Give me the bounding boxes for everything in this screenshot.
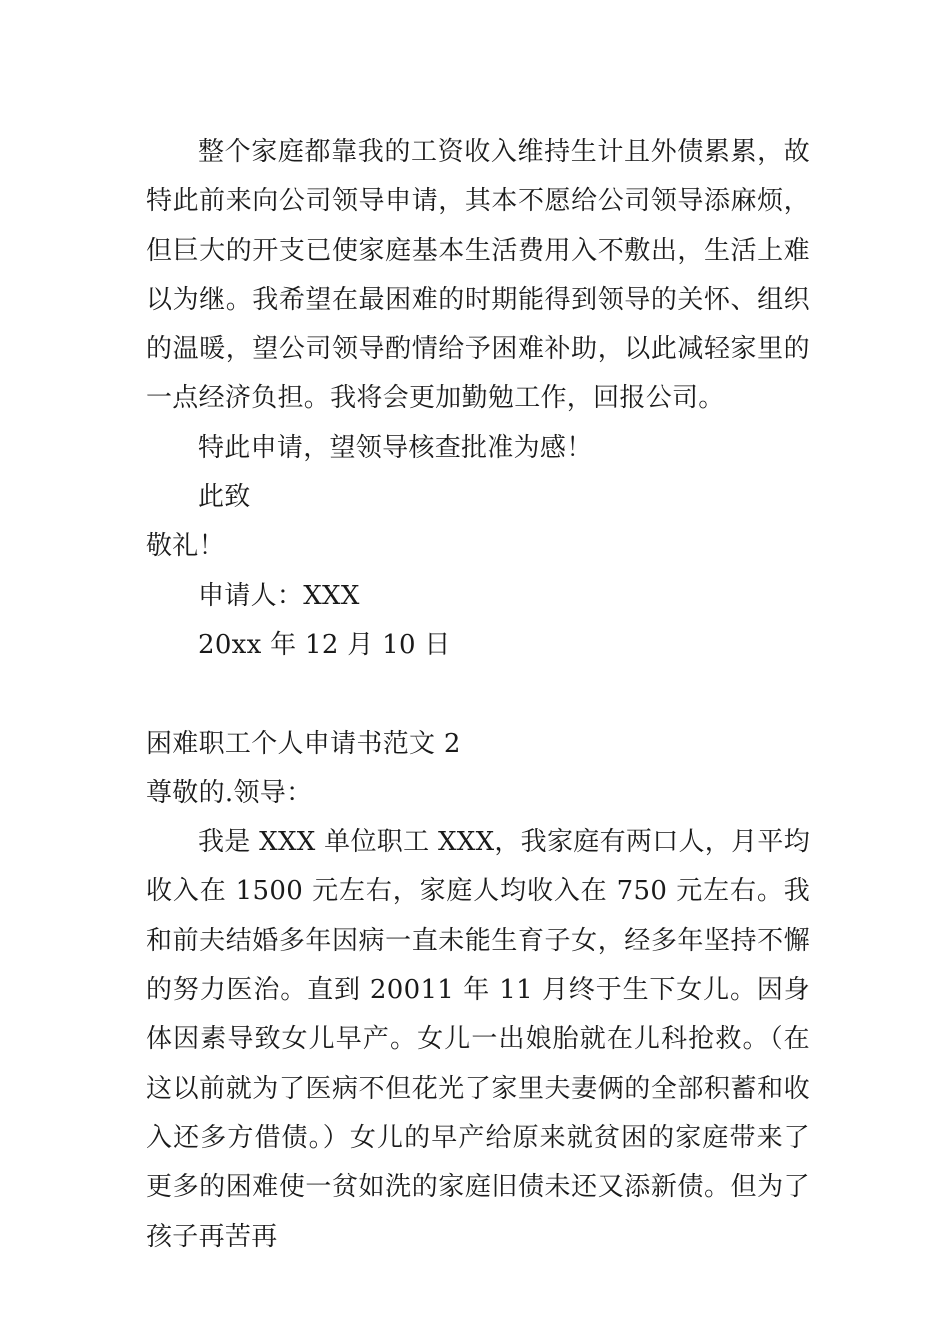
blank-line bbox=[146, 670, 810, 719]
body-paragraph-1: 整个家庭都靠我的工资收入维持生计且外债累累，故特此前来向公司领导申请，其本不愿给公司领导添麻烦，但巨大的开支已使家庭基本生活费用入不敷出，生活上难以为继。我希望在最困难的时期能得到领导的关怀、组织的温暖，望公司领导酌情给予困难补助，以此减轻家里的一点经济负担。我将会更加勤勉工作，回报公司。 bbox=[146, 137, 810, 414]
date-line: 20xx 年 12 月 10 日 bbox=[198, 629, 451, 660]
applicant-line: 申请人：XXX bbox=[198, 580, 360, 611]
salutation: 尊敬的.领导： bbox=[146, 777, 313, 808]
closing-line-2: 敬礼！ bbox=[146, 531, 225, 562]
section-title: 困难职工个人申请书范文 2 bbox=[146, 728, 461, 759]
request-line: 特此申请，望领导核查批准为感！ bbox=[198, 432, 593, 463]
closing-line-1: 此致 bbox=[198, 482, 251, 513]
document-body bbox=[146, 128, 810, 1262]
body-paragraph-2: 我是 XXX 单位职工 XXX，我家庭有两口人，月平均收入在 1500 元左右，家庭人均收入在 750 元左右。我和前夫结婚多年因病一直未能生育子女，经多年坚持不懈的努力医治。直到 20011 年 11 月终于生下女儿。因身体因素导致女儿早产。女儿一出娘胎就在儿科抢救。（在这以前就为了医病不但花光了家里夫妻俩的全部积蓄和收入还多方借债。）女儿的早产给原来就贫困的家庭带来了更多的困难使一贫如洗的家庭旧债未还又添新债。但为了孩子再苦再 bbox=[146, 827, 810, 1252]
